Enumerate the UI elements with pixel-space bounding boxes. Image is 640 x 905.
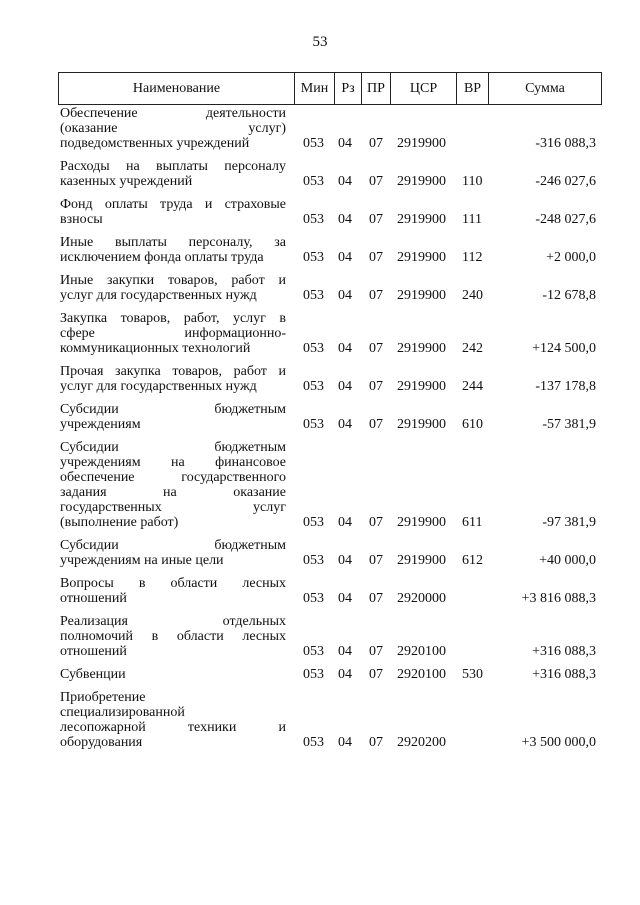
table-row xyxy=(60,667,600,682)
row-name-line: услуг для государственных нужд xyxy=(60,379,257,394)
table-row xyxy=(60,440,600,530)
row-sum: -12 678,8 xyxy=(542,288,596,303)
row-name-line: Иные закупки товаров, работ и xyxy=(60,273,286,288)
table-row xyxy=(60,159,600,189)
row-csr: 2919900 xyxy=(397,250,446,265)
row-name-line: Иные выплаты персоналу, за xyxy=(60,235,286,250)
row-name-line: учреждениям на иные цели xyxy=(60,553,224,568)
row-pr: 07 xyxy=(369,288,383,303)
row-sum: -246 027,6 xyxy=(535,174,596,189)
table-row xyxy=(60,106,600,151)
row-name-line: Субсидии бюджетным xyxy=(60,402,286,417)
row-rz: 04 xyxy=(338,174,352,189)
row-name-line: лесопожарной техники и xyxy=(60,720,286,735)
row-name-line: Вопросы в области лесных xyxy=(60,576,286,591)
header-vr: ВР xyxy=(457,73,489,104)
row-name xyxy=(60,690,286,750)
row-rz: 04 xyxy=(338,212,352,227)
row-sum: +316 088,3 xyxy=(532,667,596,682)
row-rz: 04 xyxy=(338,644,352,659)
row-rz: 04 xyxy=(338,591,352,606)
row-sum: -57 381,9 xyxy=(542,417,596,432)
row-name-line: Фонд оплаты труда и страховые xyxy=(60,197,286,212)
row-name-line: Субсидии бюджетным xyxy=(60,538,286,553)
row-name-line: Расходы на выплаты персоналу xyxy=(60,159,286,174)
row-min: 053 xyxy=(303,515,324,530)
row-pr: 07 xyxy=(369,136,383,151)
row-csr: 2919900 xyxy=(397,341,446,356)
row-name-line: учреждениям на финансовое xyxy=(60,455,286,470)
table-row xyxy=(60,273,600,303)
row-name-line: услуг для государственных нужд xyxy=(60,288,257,303)
row-rz: 04 xyxy=(338,288,352,303)
row-sum: +40 000,0 xyxy=(539,553,596,568)
row-name-line: Прочая закупка товаров, работ и xyxy=(60,364,286,379)
header-rz: Рз xyxy=(335,73,362,104)
row-min: 053 xyxy=(303,288,324,303)
row-sum: -137 178,8 xyxy=(535,379,596,394)
row-rz: 04 xyxy=(338,379,352,394)
row-vr: 112 xyxy=(462,250,483,265)
table-row xyxy=(60,364,600,394)
row-csr: 2919900 xyxy=(397,553,446,568)
row-csr: 2920200 xyxy=(397,735,446,750)
table-row xyxy=(60,576,600,606)
row-pr: 07 xyxy=(369,553,383,568)
row-csr: 2919900 xyxy=(397,174,446,189)
row-pr: 07 xyxy=(369,417,383,432)
row-name-line: (выполнение работ) xyxy=(60,515,179,530)
row-pr: 07 xyxy=(369,591,383,606)
row-name xyxy=(60,576,286,606)
row-min: 053 xyxy=(303,250,324,265)
row-rz: 04 xyxy=(338,735,352,750)
row-min: 053 xyxy=(303,644,324,659)
row-name-line: Субвенции xyxy=(60,667,126,682)
row-name-line: государственных услуг xyxy=(60,500,286,515)
row-rz: 04 xyxy=(338,515,352,530)
table-row xyxy=(60,235,600,265)
row-name-line: (оказание услуг) xyxy=(60,121,286,136)
row-sum: -316 088,3 xyxy=(535,136,596,151)
row-min: 053 xyxy=(303,417,324,432)
table-row xyxy=(60,197,600,227)
row-name-line: коммуникационных технологий xyxy=(60,341,251,356)
row-csr: 2919900 xyxy=(397,417,446,432)
row-sum: +2 000,0 xyxy=(546,250,596,265)
row-min: 053 xyxy=(303,553,324,568)
row-rz: 04 xyxy=(338,136,352,151)
table-row xyxy=(60,402,600,432)
row-name xyxy=(60,235,286,265)
header-pr: ПР xyxy=(362,73,391,104)
row-name-line: обеспечение государственного xyxy=(60,470,286,485)
row-name-line: сфере информационно- xyxy=(60,326,286,341)
row-rz: 04 xyxy=(338,250,352,265)
row-pr: 07 xyxy=(369,212,383,227)
row-min: 053 xyxy=(303,174,324,189)
row-sum: -97 381,9 xyxy=(542,515,596,530)
row-name-line: специализированной xyxy=(60,705,185,720)
row-csr: 2919900 xyxy=(397,136,446,151)
row-name-line: полномочий в области лесных xyxy=(60,629,286,644)
row-pr: 07 xyxy=(369,341,383,356)
row-name-line: Закупка товаров, работ, услуг в xyxy=(60,311,286,326)
row-sum: -248 027,6 xyxy=(535,212,596,227)
row-pr: 07 xyxy=(369,250,383,265)
row-pr: 07 xyxy=(369,644,383,659)
row-min: 053 xyxy=(303,667,324,682)
row-name-line: оборудования xyxy=(60,735,143,750)
table-row xyxy=(60,614,600,659)
row-csr: 2920100 xyxy=(397,667,446,682)
row-name xyxy=(60,538,286,568)
row-name-line: отношений xyxy=(60,644,127,659)
row-vr: 240 xyxy=(462,288,483,303)
row-rz: 04 xyxy=(338,553,352,568)
row-min: 053 xyxy=(303,591,324,606)
row-pr: 07 xyxy=(369,379,383,394)
row-min: 053 xyxy=(303,379,324,394)
header-min: Мин xyxy=(295,73,335,104)
row-name-line: Реализация отдельных xyxy=(60,614,286,629)
row-rz: 04 xyxy=(338,417,352,432)
row-name-line: подведомственных учреждений xyxy=(60,136,250,151)
row-name xyxy=(60,614,286,659)
header-sum: Сумма xyxy=(525,80,565,96)
table-header xyxy=(58,72,602,105)
header-name: Наименование xyxy=(59,73,295,104)
row-pr: 07 xyxy=(369,667,383,682)
row-vr: 610 xyxy=(462,417,483,432)
row-name xyxy=(60,273,286,303)
row-min: 053 xyxy=(303,735,324,750)
row-sum: +3 500 000,0 xyxy=(521,735,596,750)
table-body xyxy=(60,106,600,758)
row-pr: 07 xyxy=(369,174,383,189)
row-name-line: учреждениям xyxy=(60,417,141,432)
row-min: 053 xyxy=(303,136,324,151)
row-name xyxy=(60,364,286,394)
row-name-line: Обеспечение деятельности xyxy=(60,106,286,121)
row-name xyxy=(60,402,286,432)
row-name-line: казенных учреждений xyxy=(60,174,193,189)
row-name-line: отношений xyxy=(60,591,127,606)
table-row xyxy=(60,690,600,750)
row-name xyxy=(60,311,286,356)
row-min: 053 xyxy=(303,212,324,227)
row-sum: +124 500,0 xyxy=(532,341,596,356)
table-row xyxy=(60,311,600,356)
row-vr: 110 xyxy=(462,174,483,189)
row-name xyxy=(60,106,286,151)
row-rz: 04 xyxy=(338,667,352,682)
row-vr: 530 xyxy=(462,667,483,682)
row-csr: 2919900 xyxy=(397,288,446,303)
row-vr: 111 xyxy=(462,212,482,227)
header-csr: ЦСР xyxy=(391,73,457,104)
row-csr: 2919900 xyxy=(397,379,446,394)
row-name-line: Приобретение xyxy=(60,690,146,705)
row-name xyxy=(60,440,286,530)
row-vr: 244 xyxy=(462,379,483,394)
row-vr: 242 xyxy=(462,341,483,356)
row-name xyxy=(60,159,286,189)
row-name-line: исключением фонда оплаты труда xyxy=(60,250,264,265)
row-pr: 07 xyxy=(369,735,383,750)
row-name xyxy=(60,197,286,227)
page-number: 53 xyxy=(312,34,328,50)
row-min: 053 xyxy=(303,341,324,356)
row-name-line: Субсидии бюджетным xyxy=(60,440,286,455)
row-csr: 2920000 xyxy=(397,591,446,606)
row-csr: 2919900 xyxy=(397,212,446,227)
row-name xyxy=(60,667,286,682)
table-row xyxy=(60,538,600,568)
row-rz: 04 xyxy=(338,341,352,356)
row-name-line: задания на оказание xyxy=(60,485,286,500)
row-csr: 2920100 xyxy=(397,644,446,659)
row-name-line: взносы xyxy=(60,212,103,227)
row-csr: 2919900 xyxy=(397,515,446,530)
row-pr: 07 xyxy=(369,515,383,530)
row-vr: 612 xyxy=(462,553,483,568)
row-sum: +3 816 088,3 xyxy=(521,591,596,606)
row-sum: +316 088,3 xyxy=(532,644,596,659)
row-vr: 611 xyxy=(462,515,483,530)
